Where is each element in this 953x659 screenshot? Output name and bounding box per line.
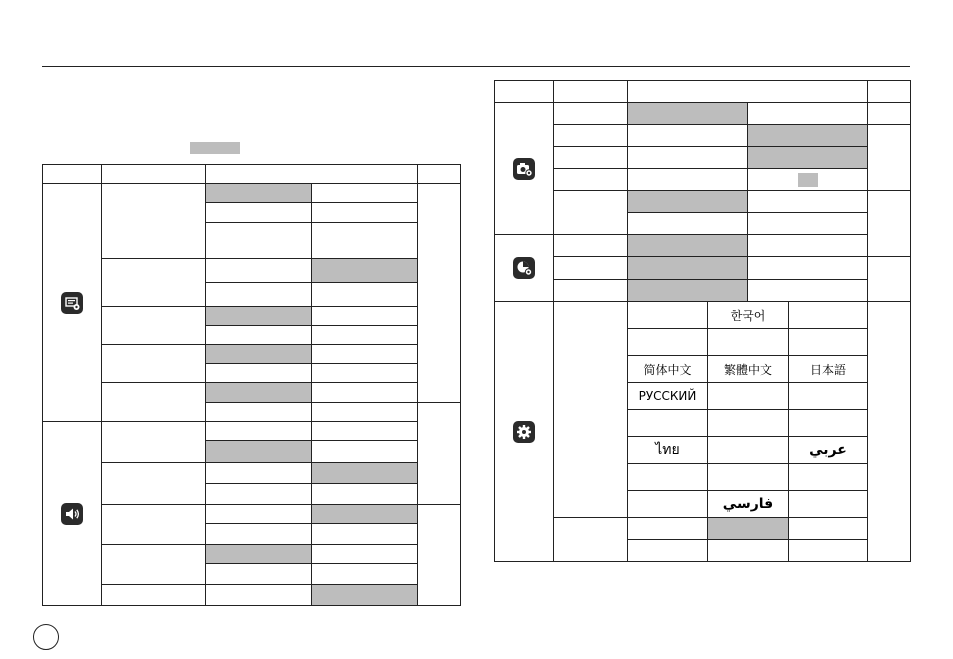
option-cell	[206, 505, 312, 524]
option-cell	[748, 103, 868, 125]
camera-settings-icon-cell	[495, 103, 554, 235]
option-cell	[789, 518, 868, 540]
option-cell	[312, 484, 418, 505]
language-option-cell	[708, 329, 789, 356]
option-cell	[312, 564, 418, 585]
language-option-cell	[789, 464, 868, 491]
reference-cell	[868, 125, 911, 191]
table-row	[495, 191, 911, 213]
option-cell	[312, 184, 418, 203]
header-cell	[102, 165, 206, 184]
menu-item-cell	[102, 505, 206, 545]
option-cell	[312, 545, 418, 564]
option-cell	[748, 235, 868, 257]
language-option-cell	[708, 491, 789, 518]
default-option-cell	[628, 103, 748, 125]
menu-item-cell	[554, 518, 628, 562]
reference-cell	[868, 191, 911, 257]
option-cell	[206, 422, 312, 441]
reference-cell	[418, 403, 461, 505]
option-cell	[206, 326, 312, 345]
reference-cell	[868, 103, 911, 125]
option-cell	[748, 169, 868, 191]
default-option-cell	[708, 518, 789, 540]
default-option-cell	[206, 345, 312, 364]
language-option-cell	[628, 410, 708, 437]
default-option-cell	[312, 505, 418, 524]
option-cell	[312, 383, 418, 403]
option-cell	[312, 203, 418, 223]
language-traditional-chinese: 繁體中文	[723, 362, 772, 377]
table-header-row	[43, 165, 461, 184]
language-option-cell	[628, 302, 708, 329]
language-option-cell	[708, 437, 789, 464]
option-cell	[206, 463, 312, 484]
option-cell	[748, 213, 868, 235]
default-option-cell	[206, 441, 312, 463]
menu-item-cell	[102, 307, 206, 345]
language-option-cell	[789, 302, 868, 329]
header-rule	[42, 66, 910, 67]
menu-item-cell	[102, 422, 206, 463]
table-row	[43, 463, 461, 484]
default-option-cell	[628, 280, 748, 302]
language-farsi: فارسي	[722, 496, 774, 512]
table-row	[43, 383, 461, 403]
table-row	[495, 169, 911, 191]
language-option-cell	[789, 437, 868, 464]
header-cell	[418, 165, 461, 184]
option-cell	[628, 540, 708, 562]
reference-cell	[868, 302, 911, 562]
default-option-cell	[628, 257, 748, 280]
default-option-cell	[206, 545, 312, 564]
language-russian: РУССКИЙ	[638, 389, 697, 403]
table-row	[43, 422, 461, 441]
option-cell	[628, 147, 748, 169]
default-setting-legend-swatch	[190, 142, 240, 154]
default-option-cell	[206, 383, 312, 403]
language-option-cell	[708, 302, 789, 329]
option-cell	[206, 524, 312, 545]
reference-cell	[418, 184, 461, 403]
option-cell	[206, 223, 312, 259]
language-option-cell	[628, 383, 708, 410]
header-cell	[43, 165, 102, 184]
menu-item-cell	[554, 280, 628, 302]
pie-gear-icon	[513, 257, 535, 279]
right-settings-table	[494, 80, 911, 562]
table-row	[495, 125, 911, 147]
option-cell	[206, 585, 312, 606]
language-option-cell	[789, 356, 868, 383]
language-option-cell	[789, 491, 868, 518]
language-option-cell	[628, 356, 708, 383]
menu-item-cell	[554, 169, 628, 191]
language-menu-cell	[554, 302, 628, 518]
option-cell	[748, 191, 868, 213]
table-row	[43, 545, 461, 564]
default-option-cell	[312, 585, 418, 606]
header-cell	[868, 81, 911, 103]
option-cell	[312, 422, 418, 441]
default-option-cell	[206, 307, 312, 326]
display-menu-icon-cell	[43, 184, 102, 422]
language-option-cell	[708, 383, 789, 410]
option-cell	[206, 283, 312, 307]
table-row	[495, 103, 911, 125]
option-cell	[628, 125, 748, 147]
table-row	[43, 585, 461, 606]
option-cell	[312, 524, 418, 545]
language-japanese: 日本語	[809, 362, 846, 377]
menu-item-cell	[102, 463, 206, 505]
language-option-cell	[789, 383, 868, 410]
option-cell	[206, 203, 312, 223]
option-cell	[312, 283, 418, 307]
reference-cell	[868, 257, 911, 302]
language-arabic: عربي	[809, 442, 847, 458]
language-option-cell	[628, 464, 708, 491]
default-option-cell	[748, 125, 868, 147]
table-row	[43, 259, 461, 283]
option-cell	[312, 403, 418, 422]
menu-item-cell	[102, 585, 206, 606]
option-cell	[206, 259, 312, 283]
reference-cell	[418, 505, 461, 606]
menu-item-cell	[102, 184, 206, 259]
menu-item-cell	[102, 345, 206, 383]
option-cell	[206, 484, 312, 505]
table-header-row	[495, 81, 911, 103]
default-option-cell	[206, 184, 312, 203]
sound-menu-icon-cell	[43, 422, 102, 606]
table-row	[43, 307, 461, 326]
table-row	[495, 147, 911, 169]
header-cell	[206, 165, 418, 184]
language-korean: 한국어	[730, 308, 766, 323]
table-row	[495, 235, 911, 257]
menu-item-cell	[554, 125, 628, 147]
option-cell	[748, 280, 868, 302]
language-option-cell	[708, 464, 789, 491]
option-cell	[789, 540, 868, 562]
option-cell	[748, 257, 868, 280]
option-cell	[312, 345, 418, 364]
gear-icon	[513, 421, 535, 443]
menu-item-cell	[102, 383, 206, 422]
default-option-cell	[628, 235, 748, 257]
menu-item-cell	[554, 257, 628, 280]
option-cell	[312, 223, 418, 259]
page-number-badge	[33, 624, 59, 650]
display-settings-icon	[61, 292, 83, 314]
default-option-cell	[628, 191, 748, 213]
table-row	[43, 505, 461, 524]
menu-item-cell	[554, 235, 628, 257]
language-option-cell	[628, 437, 708, 464]
language-option-cell	[789, 329, 868, 356]
camera-gear-icon	[513, 158, 535, 180]
menu-item-cell	[102, 259, 206, 307]
language-option-cell	[708, 410, 789, 437]
file-settings-icon-cell	[495, 235, 554, 302]
language-thai: ไทย	[655, 442, 680, 458]
option-cell	[206, 564, 312, 585]
menu-item-cell	[554, 147, 628, 169]
menu-item-cell	[554, 103, 628, 125]
option-cell	[206, 403, 312, 422]
option-cell	[312, 364, 418, 383]
speaker-icon	[61, 503, 83, 525]
setup-icon-cell	[495, 302, 554, 562]
option-cell	[312, 307, 418, 326]
table-row	[495, 302, 911, 329]
option-cell	[312, 441, 418, 463]
language-option-cell	[789, 410, 868, 437]
header-cell	[495, 81, 554, 103]
table-row	[43, 345, 461, 364]
option-cell	[312, 326, 418, 345]
left-settings-table	[42, 164, 461, 606]
option-cell	[708, 540, 789, 562]
option-cell	[628, 518, 708, 540]
header-cell	[628, 81, 868, 103]
language-option-cell	[708, 356, 789, 383]
default-option-cell	[312, 463, 418, 484]
default-option-cell	[312, 259, 418, 283]
language-option-cell	[628, 491, 708, 518]
menu-item-cell	[102, 545, 206, 585]
default-marker	[798, 173, 818, 187]
header-cell	[554, 81, 628, 103]
language-option-cell	[628, 329, 708, 356]
table-row	[495, 280, 911, 302]
option-cell	[206, 364, 312, 383]
option-cell	[628, 169, 748, 191]
table-row	[43, 184, 461, 203]
menu-item-cell	[554, 191, 628, 235]
table-row	[495, 257, 911, 280]
default-option-cell	[748, 147, 868, 169]
option-cell	[628, 213, 748, 235]
table-row	[495, 518, 911, 540]
language-simplified-chinese: 简体中文	[643, 362, 692, 377]
